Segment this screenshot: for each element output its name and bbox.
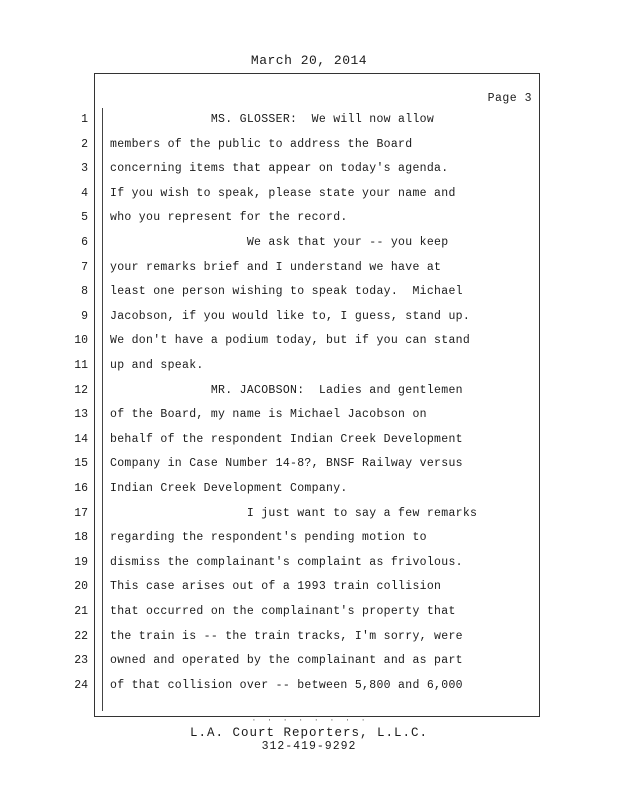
line-text: of that collision over -- between 5,800 and 6,000	[110, 679, 463, 692]
line-text: We ask that your -- you keep	[110, 236, 449, 249]
line-text: We don't have a podium today, but if you can stand	[110, 334, 471, 347]
transcript-date: March 20, 2014	[250, 53, 368, 68]
page-number: Page 3	[487, 92, 532, 105]
line-text: behalf of the respondent Indian Creek Development	[110, 433, 463, 446]
line-number: 22	[74, 630, 88, 643]
line-number: 10	[74, 334, 88, 347]
line-number: 21	[74, 605, 88, 618]
line-number: 16	[74, 482, 88, 495]
line-text: MS. GLOSSER: We will now allow	[110, 113, 435, 126]
line-text: the train is -- the train tracks, I'm sorry, were	[110, 630, 463, 643]
line-text: I just want to say a few remarks	[110, 507, 478, 520]
line-text: If you wish to speak, please state your name and	[110, 187, 456, 200]
line-number: 9	[81, 310, 88, 323]
line-number: 19	[74, 556, 88, 569]
line-number: 17	[74, 507, 88, 520]
line-number: 1	[81, 113, 88, 126]
line-text: regarding the respondent's pending motion to	[110, 531, 427, 544]
line-number: 14	[74, 433, 88, 446]
line-text: members of the public to address the Board	[110, 138, 413, 151]
line-text: of the Board, my name is Michael Jacobson on	[110, 408, 427, 421]
line-text: owned and operated by the complainant and as part	[110, 654, 463, 667]
line-text: concerning items that appear on today's agenda.	[110, 162, 449, 175]
divider-dots: · · · · · · · ·	[251, 716, 369, 725]
line-number: 8	[81, 285, 88, 298]
line-number: 5	[81, 211, 88, 224]
line-number: 2	[81, 138, 88, 151]
line-number: 7	[81, 261, 88, 274]
line-text: MR. JACOBSON: Ladies and gentlemen	[110, 384, 463, 397]
line-number: 24	[74, 679, 88, 692]
line-number: 13	[74, 408, 88, 421]
line-text: Company in Case Number 14-8?, BNSF Railway versus	[110, 457, 463, 470]
line-number: 11	[74, 359, 88, 372]
line-number: 18	[74, 531, 88, 544]
line-text: Jacobson, if you would like to, I guess, stand up.	[110, 310, 471, 323]
line-number-rule	[102, 108, 103, 711]
line-number: 12	[74, 384, 88, 397]
line-text: dismiss the complainant's complaint as frivolous.	[110, 556, 463, 569]
line-text: who you represent for the record.	[110, 211, 348, 224]
line-text: up and speak.	[110, 359, 204, 372]
line-text: least one person wishing to speak today. Michael	[110, 285, 463, 298]
line-number: 15	[74, 457, 88, 470]
line-number: 3	[81, 162, 88, 175]
line-text: This case arises out of a 1993 train collision	[110, 580, 442, 593]
line-number: 6	[81, 236, 88, 249]
line-text: Indian Creek Development Company.	[110, 482, 348, 495]
line-number: 23	[74, 654, 88, 667]
line-text: your remarks brief and I understand we have at	[110, 261, 442, 274]
reporter-company: L.A. Court Reporters, L.L.C.	[189, 726, 429, 740]
line-number: 4	[81, 187, 88, 200]
line-number: 20	[74, 580, 88, 593]
line-text: that occurred on the complainant's property that	[110, 605, 456, 618]
reporter-phone: 312-419-9292	[261, 740, 357, 753]
